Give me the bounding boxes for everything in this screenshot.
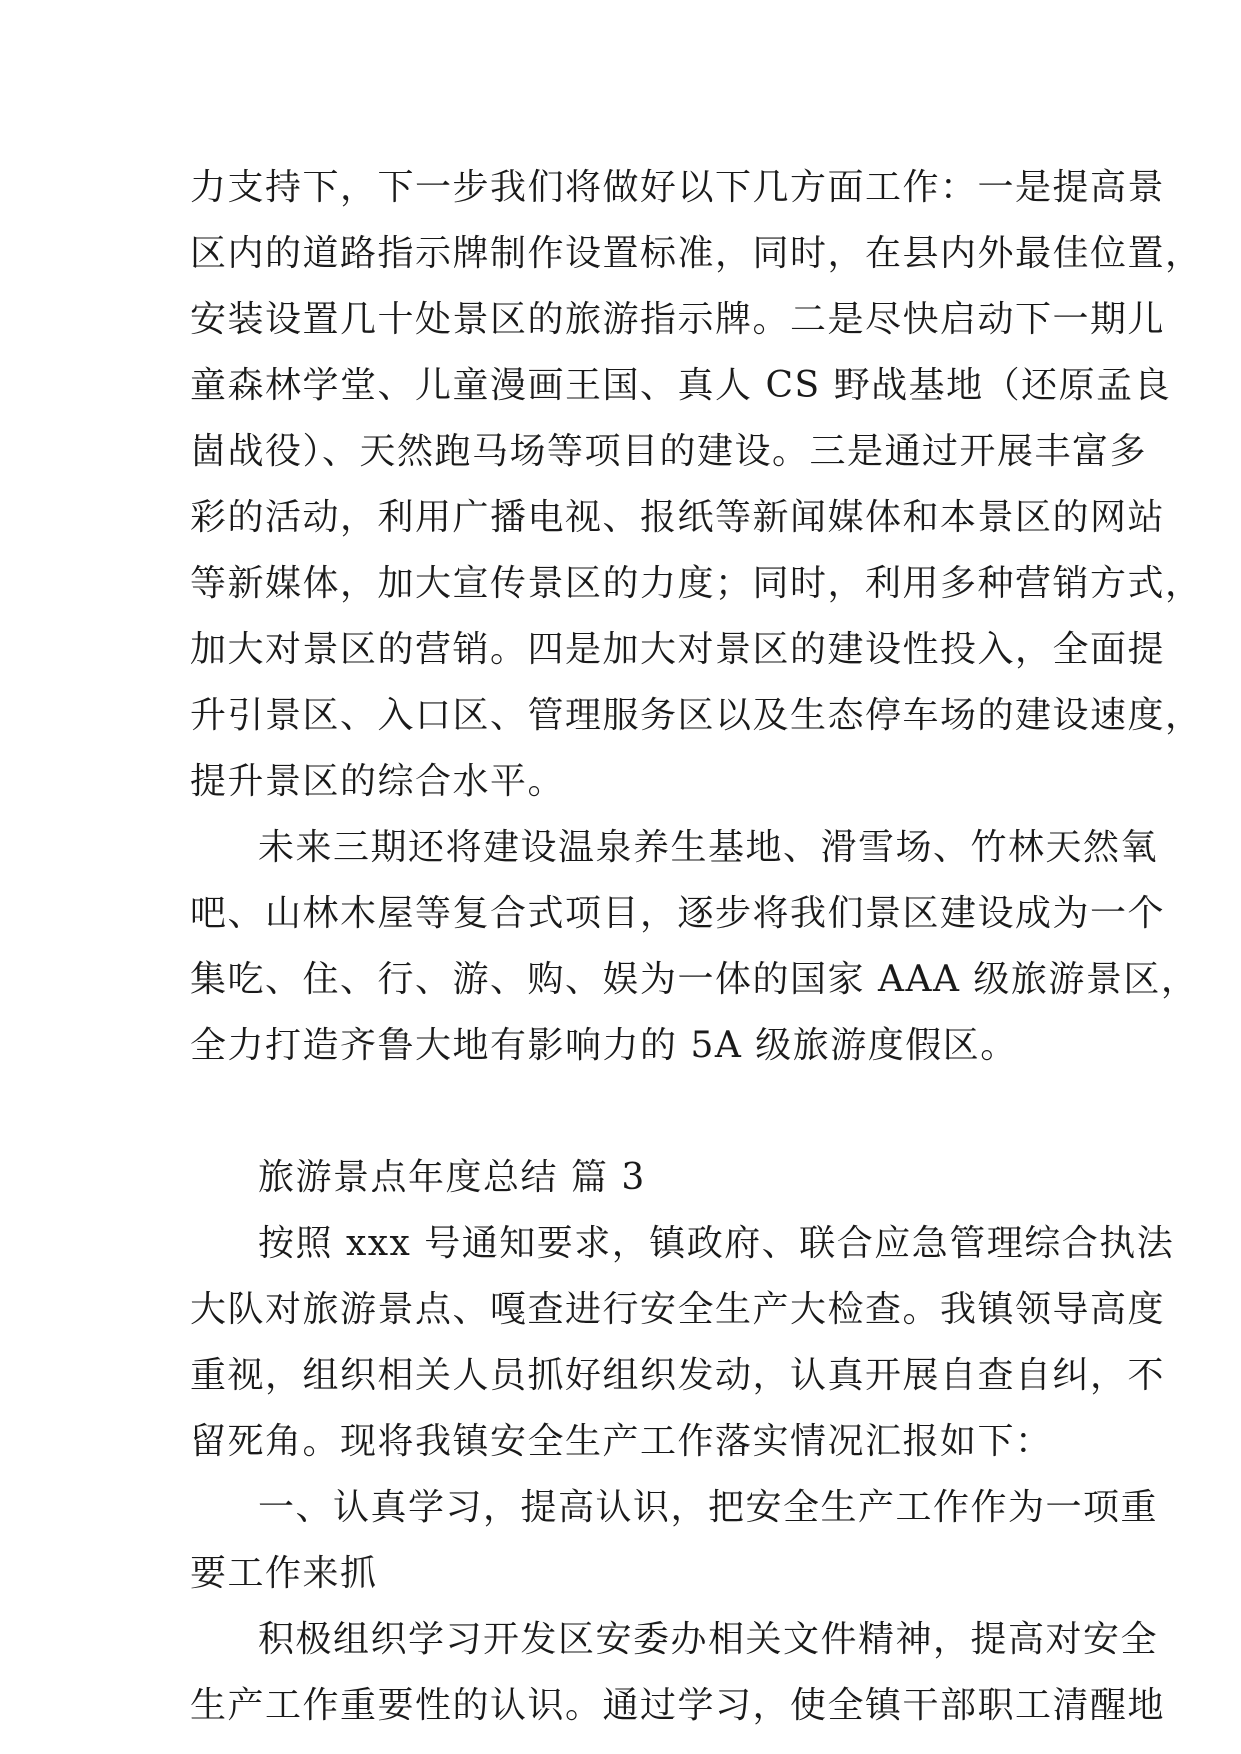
- text-line: 生产工作重要性的认识。通过学习，使全镇干部职工清醒地: [190, 1685, 1166, 1726]
- text-line: 安装设置几十处景区的旅游指示牌。二是尽快启动下一期儿: [190, 299, 1166, 340]
- text-line: 升引景区、入口区、管理服务区以及生态停车场的建设速度，: [190, 695, 1203, 736]
- text-line: 力支持下，下一步我们将做好以下几方面工作：一是提高景: [190, 167, 1166, 208]
- text-line: 集吃、住、行、游、购、娱为一体的国家 AAA 级旅游景区，: [190, 959, 1199, 1000]
- text-line: 全力打造齐鲁大地有影响力的 5A 级旅游度假区。: [190, 1025, 1018, 1066]
- text-line: 积极组织学习开发区安委办相关文件精神，提高对安全: [258, 1619, 1159, 1660]
- text-line: 崮战役）、天然跑马场等项目的建设。三是通过开展丰富多: [190, 431, 1148, 472]
- text-line: 大队对旅游景点、嘎查进行安全生产大检查。我镇领导高度: [190, 1289, 1166, 1330]
- text-line: 加大对景区的营销。四是加大对景区的建设性投入，全面提: [190, 629, 1166, 670]
- text-line: 童森林学堂、儿童漫画王国、真人 CS 野战基地（还原孟良: [190, 365, 1172, 406]
- text-line: 未来三期还将建设温泉养生基地、滑雪场、竹林天然氧: [258, 827, 1159, 868]
- text-line: 吧、山林木屋等复合式项目，逐步将我们景区建设成为一个: [190, 893, 1166, 934]
- text-line: 要工作来抓: [190, 1553, 378, 1594]
- text-line: 重视，组织相关人员抓好组织发动，认真开展自查自纠，不: [190, 1355, 1166, 1396]
- text-line: 一、认真学习，提高认识，把安全生产工作作为一项重: [258, 1487, 1159, 1528]
- text-line: 区内的道路指示牌制作设置标准，同时，在县内外最佳位置，: [190, 233, 1203, 274]
- text-line: 留死角。现将我镇安全生产工作落实情况汇报如下：: [190, 1421, 1053, 1462]
- text-line: 彩的活动，利用广播电视、报纸等新闻媒体和本景区的网站: [190, 497, 1166, 538]
- text-line: 提升景区的综合水平。: [190, 761, 566, 802]
- section-heading: 旅游景点年度总结 篇 3: [258, 1157, 646, 1198]
- text-line: 等新媒体，加大宣传景区的力度；同时，利用多种营销方式，: [190, 563, 1203, 604]
- text-line: 按照 xxx 号通知要求，镇政府、联合应急管理综合执法: [258, 1223, 1175, 1264]
